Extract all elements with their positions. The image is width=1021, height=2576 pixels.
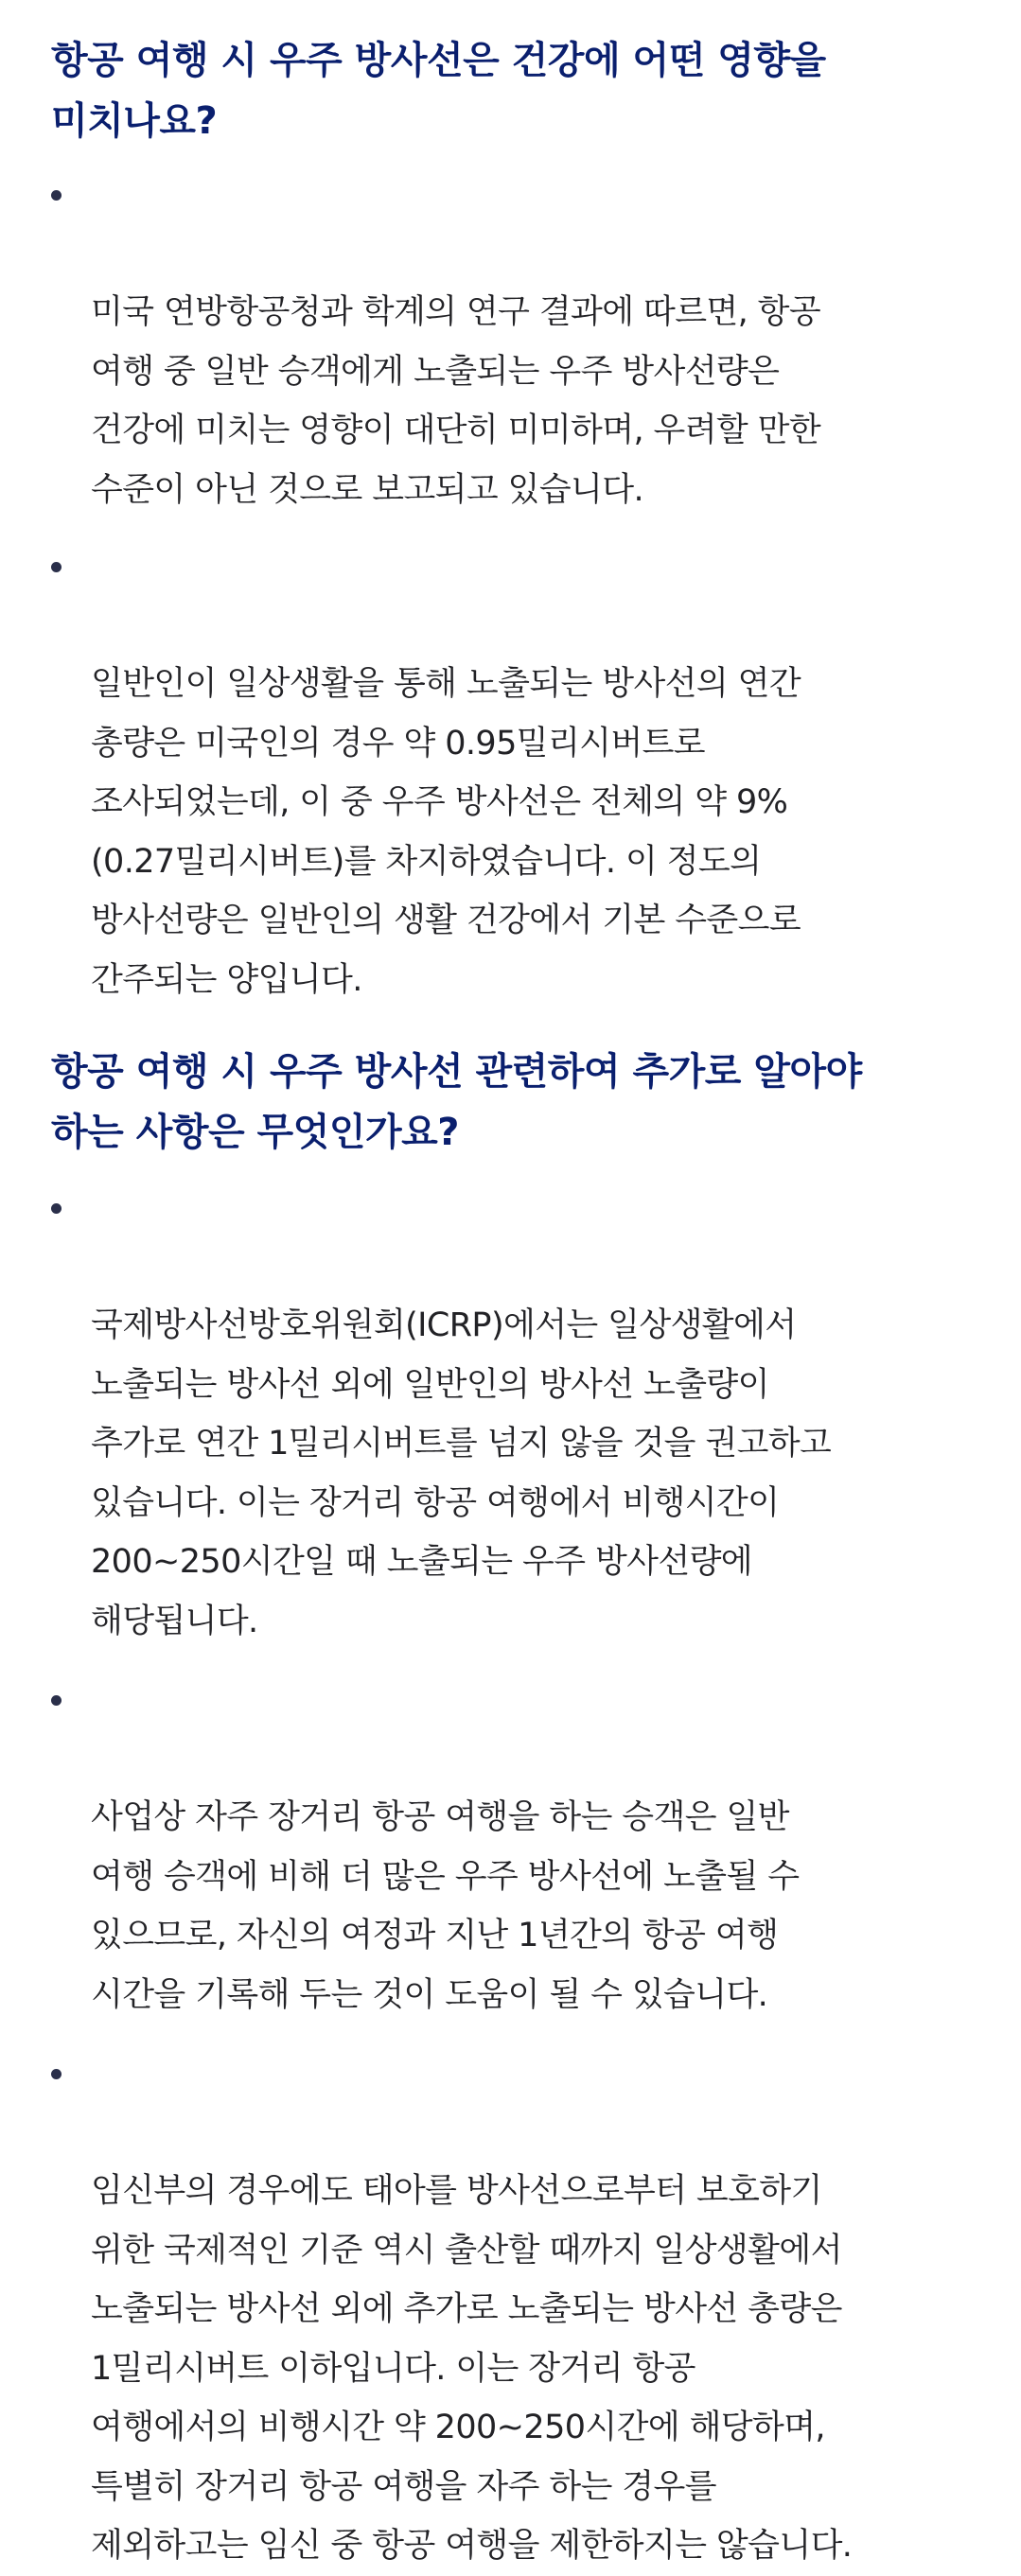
bullet-dot-icon <box>51 562 62 572</box>
list-item-text: 미국 연방항공청과 학계의 연구 결과에 따르면, 항공 여행 중 일반 승객에게 노출되는 우주 방사선량은 건강에 미치는 영향이 대단히 미미하며, 우려할 만한 수준이 아닌 것으로 보고되고 있습니다. <box>91 293 821 509</box>
bullet-list <box>51 165 983 1009</box>
list-item <box>51 1178 983 1651</box>
bullet-dot-icon <box>51 1695 62 1706</box>
bullet-dot-icon <box>51 190 62 201</box>
list-item <box>51 536 983 1009</box>
list-item <box>51 2043 983 2576</box>
list-item-text: 사업상 자주 장거리 항공 여행을 하는 승객은 일반 여행 승객에 비해 더 많은 우주 방사선에 노출될 수 있으므로, 자신의 여정과 지난 1년간의 항공 여행 시간을 기록해 두는 것이 도움이 될 수 있습니다. <box>91 1798 800 2014</box>
list-item-text: 일반인이 일상생활을 통해 노출되는 방사선의 연간 총량은 미국인의 경우 약 0.95밀리시버트로 조사되었는데, 이 중 우주 방사선은 전체의 약 9% (0.27밀리시버트)를 차지하였습니다. 이 정도의 방사선량은 일반인의 생활 건강에서 기본 수준으로 간주되는 양입니다. <box>91 665 801 999</box>
bullet-dot-icon <box>51 1203 62 1214</box>
faq-section-health-effects <box>51 30 983 1009</box>
faq-section-additional-info <box>51 1042 983 2576</box>
bullet-dot-icon <box>51 2069 62 2079</box>
list-item <box>51 1670 983 2024</box>
section-title: 항공 여행 시 우주 방사선 관련하여 추가로 알아야 하는 사항은 무엇인가요? <box>51 1050 862 1154</box>
list-item <box>51 165 983 519</box>
list-item-text: 임신부의 경우에도 태아를 방사선으로부터 보호하기 위한 국제적인 기준 역시 출산할 때까지 일상생활에서 노출되는 방사선 외에 추가로 노출되는 방사선 총량은 1밀리시버트 이하입니다. 이는 장거리 항공 여행에서의 비행시간 약 200~250시간에 해당하며, 특별히 장거리 항공 여행을 자주 하는 경우를 제외하고는 임신 중 항공 여행을 제한하지는 않습니다. <box>91 2172 853 2565</box>
bullet-list <box>51 1178 983 2576</box>
section-title: 항공 여행 시 우주 방사선은 건강에 어떤 영향을 미치나요? <box>51 39 826 143</box>
list-item-text: 국제방사선방호위원회(ICRP)에서는 일상생활에서 노출되는 방사선 외에 일반인의 방사선 노출량이 추가로 연간 1밀리시버트를 넘지 않을 것을 권고하고 있습니다. 이는 장거리 항공 여행에서 비행시간이 200~250시간일 때 노출되는 우주 방사선량에 해당됩니다. <box>91 1306 832 1640</box>
